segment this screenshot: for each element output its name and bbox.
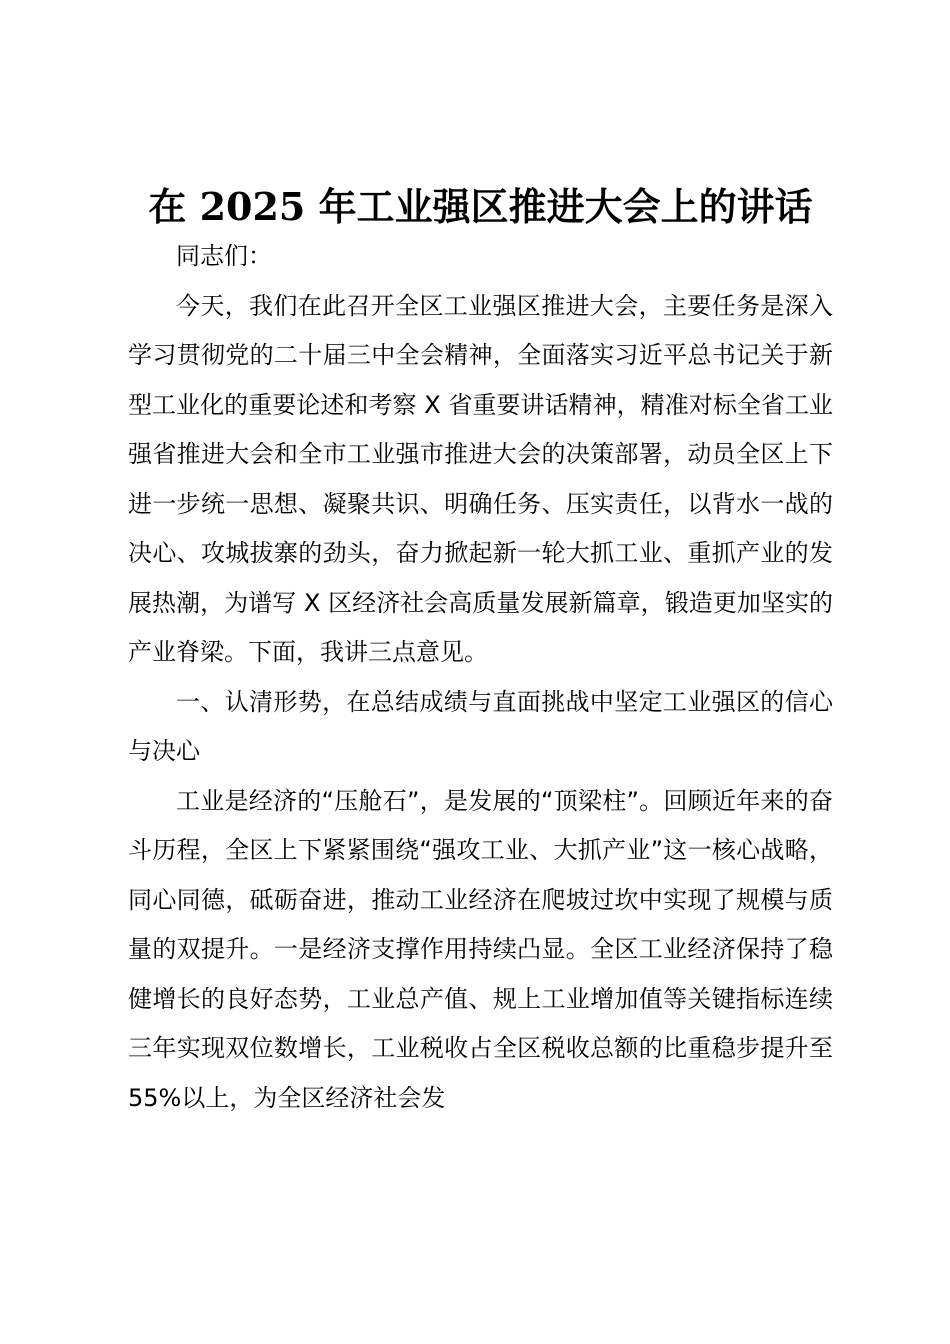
document-title: 在 2025 年工业强区推进大会上的讲话 xyxy=(148,184,813,229)
body-paragraph: 工业是经济的“压舱石”，是发展的“顶梁柱”。回顾近年来的奋斗历程，全区上下紧紧围绕“强攻工业、大抓产业”这一核心战略，同心同德，砥砺奋进，推动工业经济在爬坡过坎中实现了规模与质量的双提升。一是经济支撑作用持续凸显。全区工业经济保持了稳健增长的良好态势，工业总产值、规上工业增加值等关键指标连续三年实现双位数增长，工业税收占全区税收总额的比重稳步提升至 55%以上，为全区经济社会发 xyxy=(128,786,833,1112)
document-body xyxy=(128,232,833,1123)
salutation-paragraph: 同志们： xyxy=(176,242,272,270)
section-heading: 一、认清形势，在总结成绩与直面挑战中坚定工业强区的信心与决心 xyxy=(128,687,833,765)
intro-paragraph: 今天，我们在此召开全区工业强区推进大会，主要任务是深入学习贯彻党的二十届三中全会精神，全面落实习近平总书记关于新型工业化的重要论述和考察 X 省重要讲话精神，精准对标全省工业强省推进大会和全市工业强市推进大会的决策部署，动员全区上下进一步统一思想、凝聚共识、明确任务、压实责任，以背水一战的决心、攻城拔寨的劲头，奋力掀起新一轮大抓工业、重抓产业的发展热潮，为谱写 X 区经济社会高质量发展新篇章，锻造更加坚实的产业脊梁。下面，我讲三点意见。 xyxy=(128,291,833,666)
